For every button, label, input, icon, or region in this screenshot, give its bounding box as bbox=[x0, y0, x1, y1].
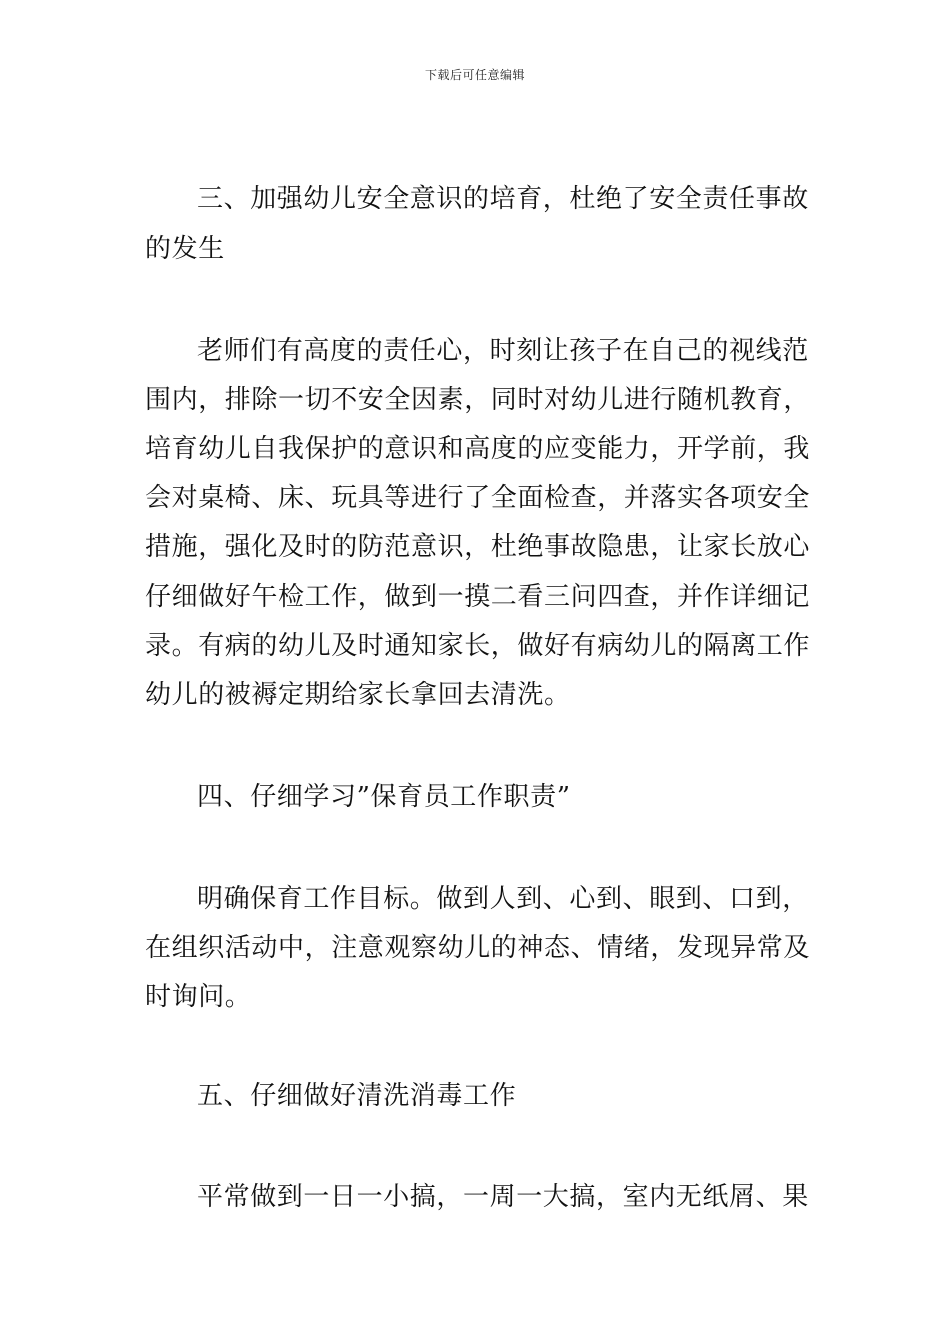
paragraph-line: 幼儿的被褥定期给家长拿回去清洗。 bbox=[145, 680, 571, 710]
paragraph-line: 录。有病的幼儿及时通知家长，做好有病幼儿的隔离工作 bbox=[145, 631, 811, 661]
paragraph-line: 仔细做好午检工作，做到一摸二看三问四查，并作详细记 bbox=[145, 582, 811, 612]
paragraph-line: 围内，排除一切不安全因素，同时对幼儿进行随机教育， bbox=[145, 385, 811, 415]
paragraph-line: 明确保育工作目标。做到人到、心到、眼到、口到， bbox=[197, 884, 809, 914]
paragraph-line: 平常做到一日一小搞，一周一大搞，室内无纸屑、果 bbox=[197, 1182, 809, 1212]
paragraph-line: 会对桌椅、床、玩具等进行了全面检查，并落实各项安全 bbox=[145, 483, 811, 513]
paragraph-line: 老师们有高度的责任心，时刻让孩子在自己的视线范 bbox=[197, 336, 809, 366]
paragraph-line: 措施，强化及时的防范意识，杜绝事故隐患，让家长放心 bbox=[145, 532, 811, 562]
section-heading-3: 三、加强幼儿安全意识的培育，杜绝了安全责任事故 bbox=[197, 184, 809, 214]
paragraph-line: 在组织活动中，注意观察幼儿的神态、情绪，发现异常及 bbox=[145, 933, 811, 963]
section-heading-3-cont: 的发生 bbox=[145, 234, 225, 264]
paragraph-line: 培育幼儿自我保护的意识和高度的应变能力，开学前，我 bbox=[145, 434, 811, 464]
header-note: 下载后可任意编辑 bbox=[424, 68, 525, 82]
section-heading-4: 四、仔细学习”保育员工作职责” bbox=[197, 782, 571, 812]
paragraph-line: 时询问。 bbox=[145, 982, 252, 1012]
section-heading-5: 五、仔细做好清洗消毒工作 bbox=[197, 1081, 517, 1111]
